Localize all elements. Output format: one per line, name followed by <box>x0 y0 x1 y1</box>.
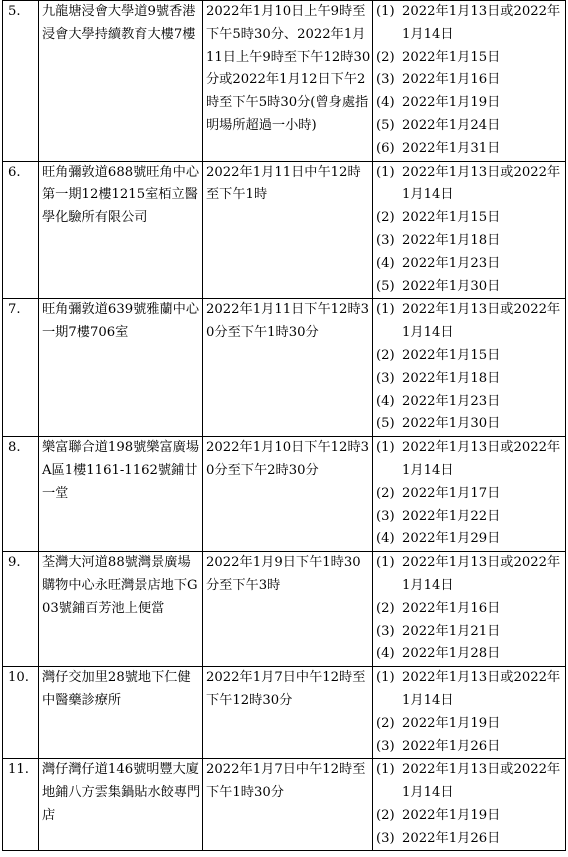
test-date-index: (2) <box>376 485 395 501</box>
test-dates-cell <box>373 552 566 667</box>
test-date-index: (4) <box>376 531 395 547</box>
test-date-item <box>376 736 564 759</box>
test-date-item <box>376 368 564 391</box>
row-number: 7. <box>3 299 39 437</box>
test-date-item <box>376 759 564 805</box>
test-date-item <box>376 276 564 299</box>
test-date-item <box>376 643 564 666</box>
test-date-item <box>376 345 564 368</box>
address-cell: 九龍塘浸會大學道9號香港浸會大學持續教育大樓7樓 <box>39 1 203 162</box>
table-body <box>3 1 566 851</box>
test-date-text: 2022年1月19日 <box>402 807 501 823</box>
test-date-item <box>376 207 564 230</box>
test-date-text: 2022年1月19日 <box>402 95 501 111</box>
test-date-text: 2022年1月16日 <box>402 72 501 88</box>
test-date-index: (5) <box>376 117 395 133</box>
test-date-item <box>376 299 564 345</box>
row-number: 9. <box>3 552 39 667</box>
table-row <box>3 437 566 552</box>
test-dates-cell <box>373 299 566 437</box>
test-date-text: 2022年1月17日 <box>402 485 501 501</box>
test-date-index: (4) <box>376 255 395 271</box>
test-date-text: 2022年1月22日 <box>402 508 501 524</box>
address-cell: 灣仔灣仔道146號明豐大廈地鋪八方雲集鍋貼水餃專門店 <box>39 759 203 851</box>
test-date-text: 2022年1月21日 <box>402 623 501 639</box>
address-cell: 樂富聯合道198號樂富廣場A區1樓1161-1162號鋪廿一堂 <box>39 437 203 552</box>
test-date-index: (3) <box>376 72 395 88</box>
test-date-item <box>376 413 564 436</box>
test-date-item <box>376 828 564 851</box>
test-date-text: 2022年1月28日 <box>402 646 501 662</box>
test-date-text: 2022年1月24日 <box>402 117 501 133</box>
test-date-item <box>376 162 564 208</box>
test-date-text: 2022年1月15日 <box>402 49 501 65</box>
test-date-index: (4) <box>376 393 395 409</box>
test-date-index: (1) <box>376 302 395 318</box>
test-date-item <box>376 115 564 138</box>
table-row <box>3 161 566 299</box>
test-date-item <box>376 1 564 47</box>
test-date-item <box>376 47 564 70</box>
table-row <box>3 299 566 437</box>
test-date-index: (3) <box>376 830 395 846</box>
test-date-index: (1) <box>376 440 395 456</box>
test-date-index: (2) <box>376 807 395 823</box>
visit-time-cell: 2022年1月7日中午12時至下午12時30分 <box>203 667 373 759</box>
test-date-text: 2022年1月15日 <box>402 210 501 226</box>
visit-time-cell: 2022年1月10日下午12時30分至下午2時30分 <box>203 437 373 552</box>
test-date-text: 2022年1月13日或2022年1月14日 <box>402 555 561 593</box>
test-date-index: (6) <box>376 140 395 156</box>
test-date-item <box>376 391 564 414</box>
address-cell: 旺角彌敦道688號旺角中心第一期12樓1215室栢立醫學化驗所有限公司 <box>39 161 203 299</box>
test-date-index: (3) <box>376 232 395 248</box>
test-date-text: 2022年1月13日或2022年1月14日 <box>402 440 561 478</box>
row-number: 11. <box>3 759 39 851</box>
table-row <box>3 759 566 851</box>
test-date-item <box>376 483 564 506</box>
test-date-index: (1) <box>376 762 395 778</box>
test-date-item <box>376 92 564 115</box>
table-row <box>3 1 566 162</box>
test-date-index: (3) <box>376 738 395 754</box>
test-date-text: 2022年1月15日 <box>402 347 501 363</box>
test-date-item <box>376 598 564 621</box>
test-date-item <box>376 138 564 161</box>
visit-time-cell: 2022年1月10日上午9時至下午5時30分、2022年1月11日上午9時至下午12時30分或2022年1月12日下午2時至下午5時30分(曾身處指明場所超過一小時) <box>203 1 373 162</box>
visit-time-cell: 2022年1月11日中午12時至下午1時 <box>203 161 373 299</box>
test-date-item <box>376 69 564 92</box>
visit-time-cell: 2022年1月11日下午12時30分至下午1時30分 <box>203 299 373 437</box>
test-date-text: 2022年1月26日 <box>402 830 501 846</box>
test-date-index: (3) <box>376 508 395 524</box>
table-row <box>3 667 566 759</box>
test-dates-cell <box>373 667 566 759</box>
test-date-text: 2022年1月13日或2022年1月14日 <box>402 762 561 801</box>
test-date-index: (1) <box>376 4 395 19</box>
test-date-text: 2022年1月23日 <box>402 393 501 409</box>
test-date-index: (5) <box>376 278 395 294</box>
test-date-index: (3) <box>376 623 395 639</box>
table-row <box>3 552 566 667</box>
test-date-item <box>376 805 564 828</box>
test-date-index: (2) <box>376 210 395 226</box>
row-number: 8. <box>3 437 39 552</box>
test-date-text: 2022年1月13日或2022年1月14日 <box>402 4 561 42</box>
test-date-item <box>376 667 564 713</box>
test-date-text: 2022年1月29日 <box>402 531 501 547</box>
visit-time-cell: 2022年1月9日下午1時30分至下午3時 <box>203 552 373 667</box>
test-date-text: 2022年1月13日或2022年1月14日 <box>402 302 561 341</box>
test-dates-cell <box>373 1 566 162</box>
test-date-text: 2022年1月18日 <box>402 370 501 386</box>
test-date-text: 2022年1月13日或2022年1月14日 <box>402 164 561 203</box>
test-date-index: (2) <box>376 715 395 731</box>
address-cell: 灣仔交加里28號地下仁健中醫藥診療所 <box>39 667 203 759</box>
address-cell: 旺角彌敦道639號雅蘭中心一期7樓706室 <box>39 299 203 437</box>
test-date-text: 2022年1月30日 <box>402 278 501 294</box>
test-date-text: 2022年1月31日 <box>402 140 501 156</box>
test-dates-cell <box>373 759 566 851</box>
test-date-text: 2022年1月23日 <box>402 255 501 271</box>
row-number: 10. <box>3 667 39 759</box>
test-date-index: (1) <box>376 555 395 571</box>
test-date-item <box>376 528 564 551</box>
row-number: 5. <box>3 1 39 162</box>
testing-locations-table <box>2 0 566 851</box>
test-date-index: (2) <box>376 49 395 65</box>
test-date-index: (5) <box>376 416 395 432</box>
test-date-text: 2022年1月13日或2022年1月14日 <box>402 670 561 708</box>
test-date-item <box>376 713 564 736</box>
test-date-index: (4) <box>376 95 395 111</box>
test-date-index: (1) <box>376 164 395 180</box>
test-date-text: 2022年1月18日 <box>402 232 501 248</box>
test-date-item <box>376 437 564 483</box>
visit-time-cell: 2022年1月7日中午12時至下午1時30分 <box>203 759 373 851</box>
test-date-index: (2) <box>376 600 395 616</box>
test-date-index: (4) <box>376 646 395 662</box>
test-date-index: (3) <box>376 370 395 386</box>
test-date-index: (2) <box>376 347 395 363</box>
test-date-item <box>376 506 564 529</box>
test-date-text: 2022年1月16日 <box>402 600 501 616</box>
test-date-text: 2022年1月30日 <box>402 416 501 432</box>
row-number: 6. <box>3 161 39 299</box>
test-dates-cell <box>373 161 566 299</box>
test-date-item <box>376 621 564 644</box>
test-date-item <box>376 230 564 253</box>
test-dates-cell <box>373 437 566 552</box>
test-date-text: 2022年1月26日 <box>402 738 501 754</box>
test-date-item <box>376 552 564 598</box>
test-date-index: (1) <box>376 670 395 686</box>
test-date-text: 2022年1月19日 <box>402 715 501 731</box>
address-cell: 荃灣大河道88號灣景廣場購物中心永旺灣景店地下G03號鋪百芳池上便當 <box>39 552 203 667</box>
test-date-item <box>376 253 564 276</box>
